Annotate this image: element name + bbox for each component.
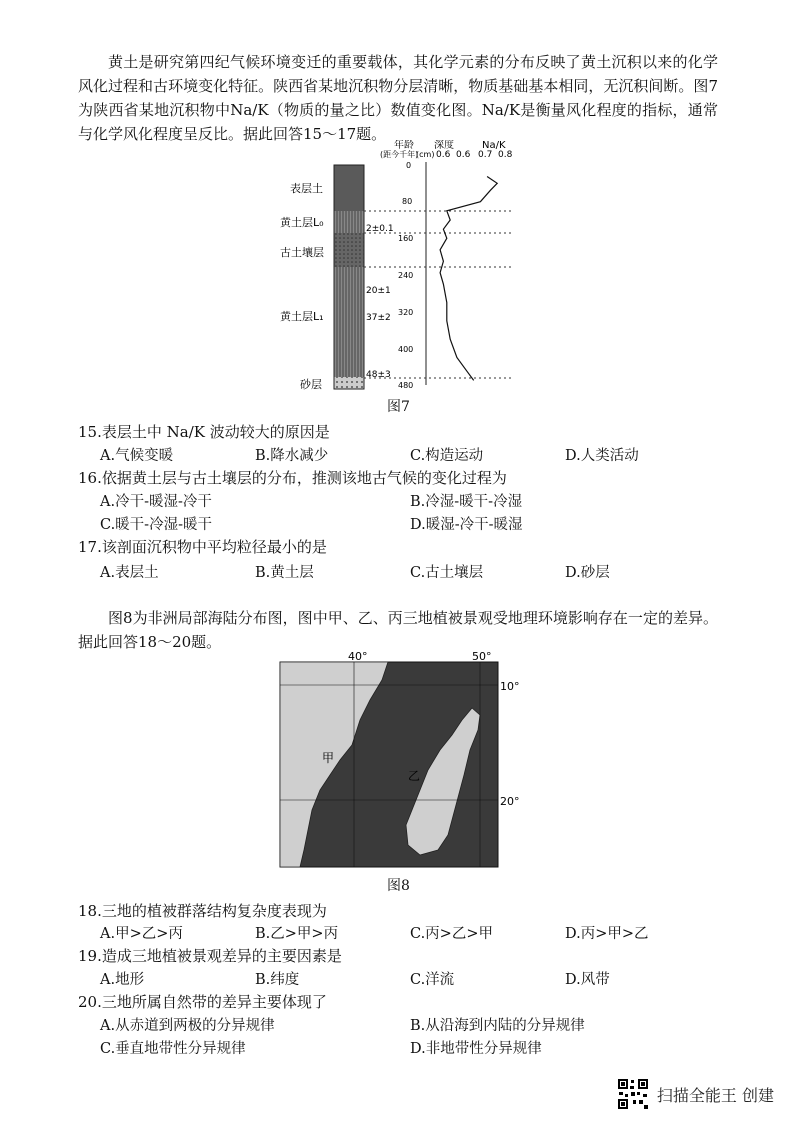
intro-paragraph-1: 黄土是研究第四纪气候环境变迁的重要载体，其化学元素的分布反映了黄土沉积以来的化学风化过程和古环境变化特征。陕西省某地沉积物分层清晰，物质基础基本相同，无沉积间断。图7为陕西省某地沉积物中Na/K（物质的量之比）数值变化图。Na/K是衡量风化程度的指标，通常与化学风化程度呈反比。据此回答15～17题。 [78, 53, 718, 143]
place-label-yi: 乙 [408, 769, 421, 783]
q15-stem: 15.表层土中 Na/K 波动较大的原因是 [78, 423, 330, 441]
layer-loess-l0 [334, 211, 364, 233]
q18-stem: 18.三地的植被群落结构复杂度表现为 [78, 902, 327, 920]
depth-unit: (cm) [416, 150, 435, 159]
q15-option-c[interactable]: C.构造运动 [410, 448, 484, 464]
ratio-tick-2: 0.6 [456, 150, 471, 160]
q17-option-b[interactable]: B.黄土层 [255, 565, 314, 581]
age-label-3: 37±2 [366, 313, 391, 323]
layer-topsoil [334, 165, 364, 211]
lat-label-10: 10° [500, 680, 520, 693]
q19-option-d[interactable]: D.风带 [565, 972, 610, 988]
lon-label-40: 40° [348, 650, 368, 663]
layer-sand [334, 377, 364, 389]
age-unit: (距今千年) [380, 150, 419, 159]
age-header: 年龄 [394, 140, 414, 151]
q16-option-c[interactable]: C.暖干-冷湿-暖干 [100, 517, 212, 533]
depth-tick-480: 480 [398, 381, 414, 390]
fig8-caption: 图8 [387, 878, 410, 894]
q18-option-c[interactable]: C.丙>乙>甲 [410, 926, 493, 942]
q16-option-d[interactable]: D.暖湿-冷干-暖湿 [410, 517, 523, 533]
lat-label-20: 20° [500, 795, 520, 808]
nak-series-line [440, 177, 497, 381]
q15-option-a[interactable]: A.气候变暖 [100, 448, 174, 464]
q15-option-b[interactable]: B.降水减少 [255, 448, 329, 464]
q20-option-a[interactable]: A.从赤道到两极的分异规律 [100, 1018, 275, 1034]
q18-option-a[interactable]: A.甲>乙>丙 [100, 926, 183, 942]
q17-stem: 17.该剖面沉积物中平均粒径最小的是 [78, 538, 327, 556]
layer-label-topsoil: 表层土 [290, 182, 323, 195]
q15-option-d[interactable]: D.人类活动 [565, 448, 639, 464]
q17-option-a[interactable]: A.表层土 [100, 565, 159, 581]
depth-tick-0: 0 [406, 161, 412, 170]
place-label-jia: 甲 [322, 751, 335, 765]
layer-label-loess-l1: 黄土层L₁ [280, 310, 324, 323]
watermark-label: 扫描全能王 创建 [656, 1085, 774, 1105]
depth-tick-400: 400 [398, 345, 414, 354]
q17-option-d[interactable]: D.砂层 [565, 565, 610, 581]
layer-paleosol [334, 233, 364, 267]
q20-stem: 20.三地所属自然带的差异主要体现了 [78, 993, 327, 1011]
q20-option-c[interactable]: C.垂直地带性分异规律 [100, 1041, 246, 1057]
layer-loess-l1 [334, 267, 364, 377]
intro-paragraph-2: 图8为非洲局部海陆分布图，图中甲、乙、丙三地植被景观受地理环境影响存在一定的差异。据此回答18～20题。 [78, 609, 718, 651]
lon-label-50: 50° [472, 650, 492, 663]
ratio-tick-3: 0.7 [478, 150, 493, 160]
age-label-2: 20±1 [366, 286, 391, 296]
q16-stem: 16.依据黄土层与古土壤层的分布，推测该地古气候的变化过程为 [78, 469, 507, 487]
q18-option-b[interactable]: B.乙>甲>丙 [255, 926, 339, 942]
figure-7 [270, 140, 570, 395]
scanner-watermark [617, 1078, 774, 1110]
depth-header: 深度 [434, 140, 454, 151]
q19-option-c[interactable]: C.洋流 [410, 972, 455, 988]
qr-code-icon [617, 1078, 649, 1110]
figure-8 [270, 650, 520, 872]
depth-ticks [398, 161, 413, 390]
q20-option-b[interactable]: B.从沿海到内陆的分异规律 [410, 1018, 585, 1034]
fig7-caption: 图7 [387, 399, 410, 415]
age-label-4: 48±3 [366, 370, 391, 380]
q17-option-c[interactable]: C.古土壤层 [410, 565, 484, 581]
depth-tick-320: 320 [398, 308, 414, 317]
q19-option-b[interactable]: B.纬度 [255, 972, 300, 988]
ratio-header: Na/K [482, 140, 506, 151]
q20-option-d[interactable]: D.非地带性分异规律 [410, 1041, 542, 1057]
depth-tick-80: 80 [402, 197, 413, 206]
q16-option-b[interactable]: B.冷湿-暖干-冷湿 [410, 494, 523, 510]
ratio-tick-4: 0.8 [498, 150, 513, 160]
depth-tick-240: 240 [398, 271, 414, 280]
q18-option-d[interactable]: D.丙>甲>乙 [565, 926, 649, 942]
q19-stem: 19.造成三地植被景观差异的主要因素是 [78, 947, 342, 965]
age-label-1: 2±0.1 [366, 224, 394, 234]
layer-label-sand: 砂层 [300, 378, 322, 391]
q19-option-a[interactable]: A.地形 [100, 972, 145, 988]
depth-tick-160: 160 [398, 234, 414, 243]
ratio-tick-1: 0.6 [436, 150, 451, 160]
layer-label-paleosol: 古土壤层 [280, 246, 324, 259]
q16-option-a[interactable]: A.冷干-暖湿-冷干 [100, 494, 212, 510]
layer-label-loess-l0: 黄土层L₀ [280, 216, 324, 229]
